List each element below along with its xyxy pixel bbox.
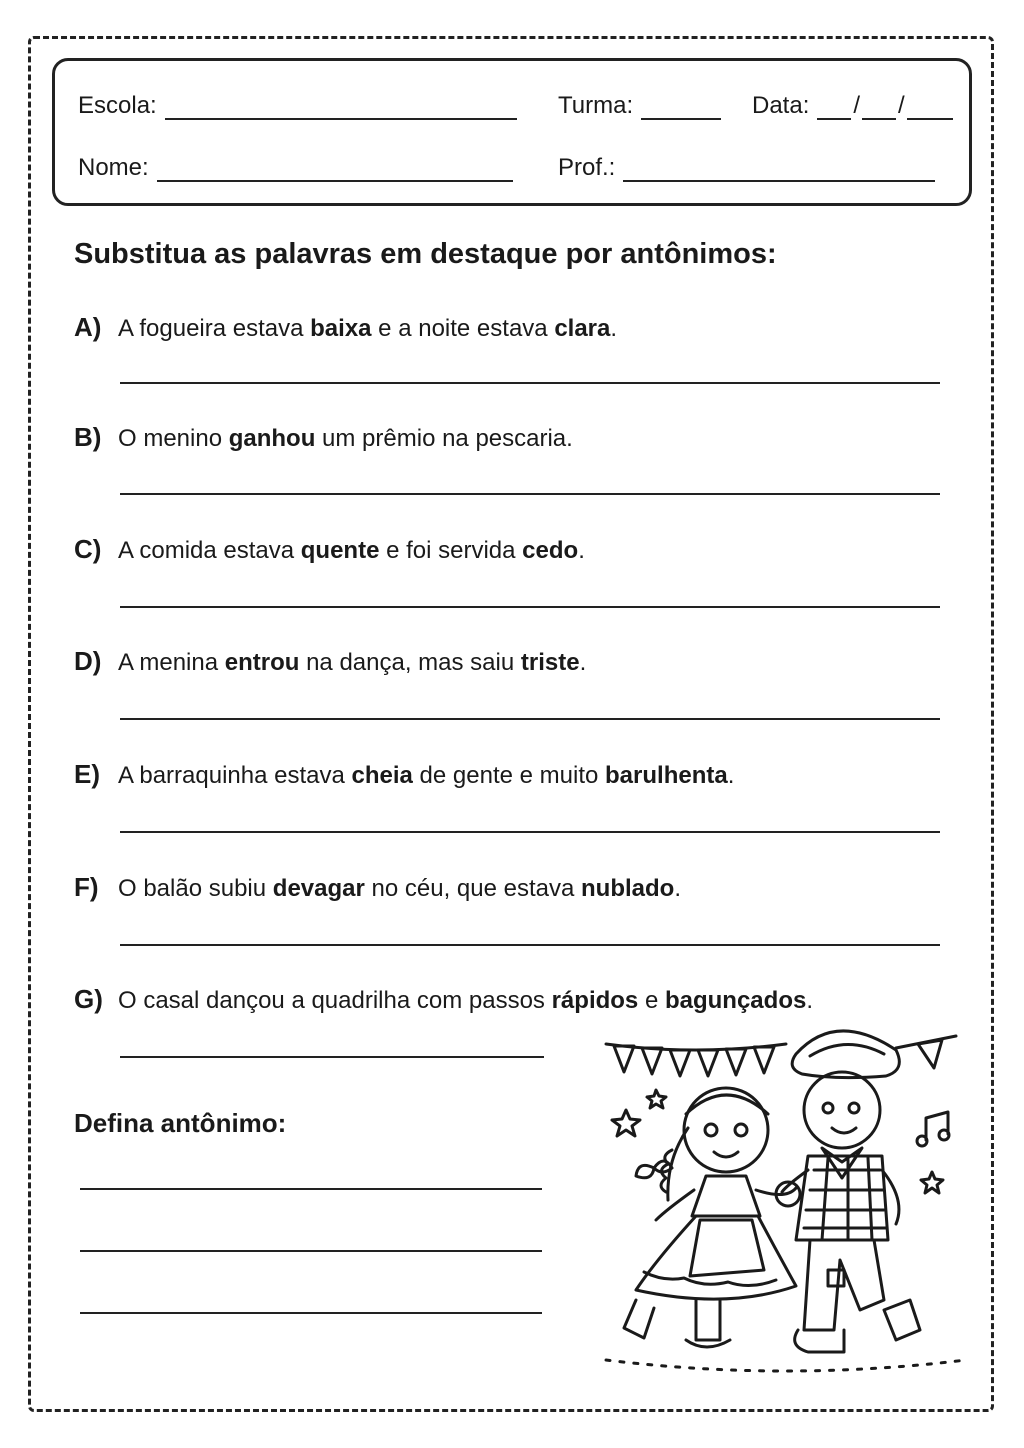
escola-label: Escola:: [78, 92, 157, 119]
answer-line-b[interactable]: [120, 493, 940, 495]
turma-label: Turma:: [558, 92, 634, 119]
answer-line-a[interactable]: [120, 382, 940, 384]
star-icon: [612, 1110, 640, 1136]
prof-label: Prof.:: [558, 154, 616, 181]
question-c: [74, 534, 585, 565]
turma-field[interactable]: [558, 92, 721, 120]
highlight-word: ganhou: [228, 425, 316, 452]
question-letter: C): [74, 534, 102, 564]
prof-field[interactable]: [558, 154, 935, 182]
data-label: Data:: [752, 92, 810, 119]
highlight-word: clara: [554, 315, 611, 342]
nome-field[interactable]: [78, 154, 513, 182]
star-icon: [647, 1090, 666, 1108]
escola-line[interactable]: [165, 98, 517, 120]
question-a: [74, 312, 617, 343]
highlight-word: cedo: [522, 537, 579, 564]
highlight-word: devagar: [272, 875, 365, 902]
highlight-word: barulhenta: [605, 762, 728, 789]
question-letter: F): [74, 872, 99, 902]
question-e: [74, 759, 734, 790]
boy-dancer: [782, 1031, 920, 1352]
question-text: O casal dançou a quadrilha com passos rápidos e bagunçados.: [118, 987, 813, 1014]
bunting-flags-icon: [606, 1036, 956, 1076]
highlight-word: nublado: [581, 875, 675, 902]
answer-line-d[interactable]: [120, 718, 940, 720]
date-year-line[interactable]: [907, 98, 953, 120]
answer-line-e[interactable]: [120, 831, 940, 833]
question-b: [74, 422, 573, 453]
answer-line-f[interactable]: [120, 944, 940, 946]
date-month-line[interactable]: [862, 98, 896, 120]
girl-dancer: [624, 1088, 796, 1347]
escola-field[interactable]: [78, 92, 517, 120]
answer-line-c[interactable]: [120, 606, 940, 608]
prof-line[interactable]: [623, 160, 935, 182]
question-text: A fogueira estava baixa e a noite estava clara.: [118, 315, 618, 342]
question-text: O menino ganhou um prêmio na pescaria.: [118, 425, 573, 452]
define-title: Defina antônimo:: [74, 1108, 287, 1138]
question-letter: D): [74, 646, 102, 676]
highlight-word: bagunçados: [664, 987, 807, 1014]
highlight-word: cheia: [351, 762, 413, 789]
date-separator: /: [853, 92, 861, 119]
question-text: A barraquinha estava cheia de gente e muito barulhenta.: [118, 762, 735, 789]
question-f: [74, 872, 681, 903]
date-separator: /: [898, 92, 905, 119]
nome-label: Nome:: [78, 154, 149, 181]
instruction-title: Substitua as palavras em destaque por antônimos:: [74, 238, 777, 270]
question-letter: E): [74, 759, 100, 789]
music-note-icon: [917, 1112, 949, 1146]
question-d: [74, 646, 586, 677]
header-box: [52, 58, 972, 206]
highlight-word: rápidos: [551, 987, 639, 1014]
star-icon: [921, 1172, 943, 1193]
answer-line-g[interactable]: [120, 1056, 544, 1058]
define-line-2[interactable]: [80, 1250, 542, 1252]
festa-junina-dancing-couple-illustration: [596, 1010, 976, 1390]
question-letter: B): [74, 422, 102, 452]
highlight-word: entrou: [224, 649, 300, 676]
question-text: A menina entrou na dança, mas saiu triste.: [118, 649, 587, 676]
data-field[interactable]: [752, 92, 953, 120]
question-letter: G): [74, 984, 103, 1014]
define-line-3[interactable]: [80, 1312, 542, 1314]
question-text: A comida estava quente e foi servida cedo.: [118, 537, 585, 564]
highlight-word: triste: [520, 649, 580, 676]
date-day-line[interactable]: [817, 98, 851, 120]
nome-line[interactable]: [157, 160, 513, 182]
define-line-1[interactable]: [80, 1188, 542, 1190]
turma-line[interactable]: [641, 98, 721, 120]
question-text: O balão subiu devagar no céu, que estava nublado.: [118, 875, 681, 902]
highlight-word: quente: [300, 537, 380, 564]
question-letter: A): [74, 312, 102, 342]
highlight-word: baixa: [310, 315, 372, 342]
